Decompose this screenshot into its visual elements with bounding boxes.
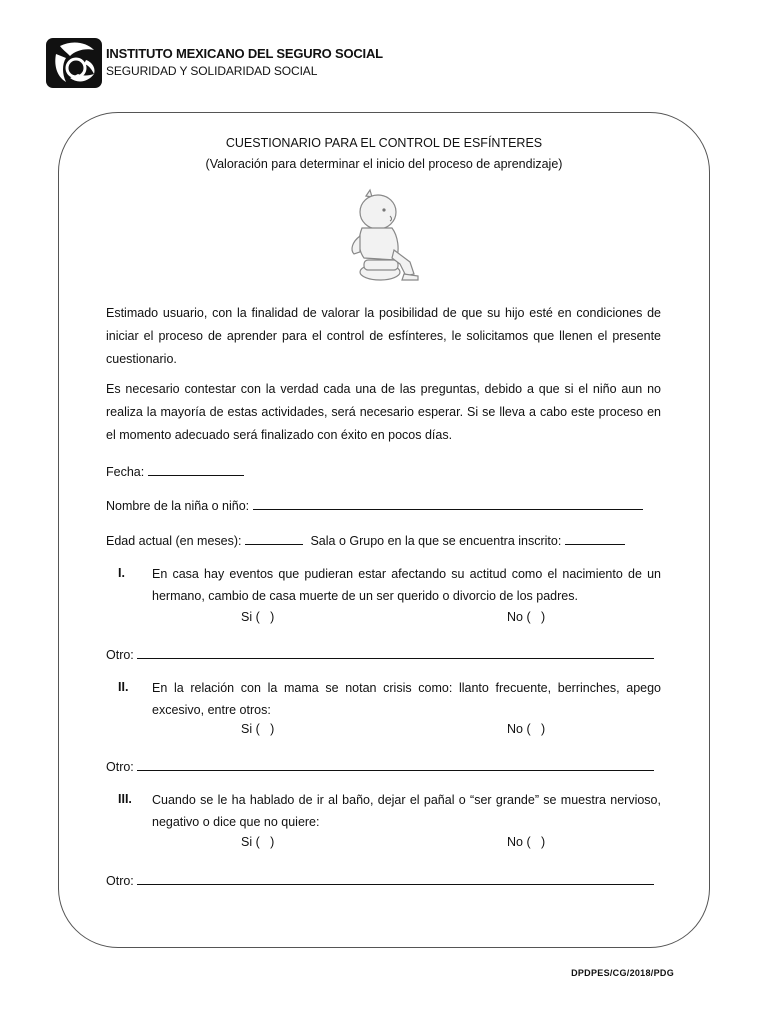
edad-input-line[interactable] [245, 531, 303, 545]
institution-slogan: SEGURIDAD Y SOLIDARIDAD SOCIAL [106, 64, 318, 78]
question-2-otro-input-line[interactable] [137, 757, 654, 771]
nombre-input-line[interactable] [253, 496, 643, 510]
question-3-si-option[interactable]: Si ( ) [241, 835, 275, 849]
question-2-otro-label: Otro: [106, 760, 134, 774]
sala-input-line[interactable] [565, 531, 625, 545]
form-title: CUESTIONARIO PARA EL CONTROL DE ESFÍNTERES [225, 136, 543, 150]
question-3-otro-input-line[interactable] [137, 871, 654, 885]
question-1-si-option[interactable]: Si ( ) [241, 610, 275, 624]
question-1-number: I. [118, 566, 125, 580]
imss-logo-icon [46, 38, 102, 88]
question-1-otro-input-line[interactable] [137, 645, 654, 659]
nombre-label: Nombre de la niña o niño: [106, 499, 250, 513]
fecha-input-line[interactable] [148, 462, 244, 476]
institution-name: INSTITUTO MEXICANO DEL SEGURO SOCIAL [106, 46, 383, 61]
intro-paragraph-2: Es necesario contestar con la verdad cada una de las preguntas, debido a que si el niño aun no realiza la mayoría de estas actividades, será necesario esperar. Si se lleva a cabo este proceso en el momento adecuado será finalizado con éxito en pocos días. [106, 382, 661, 442]
fecha-label: Fecha: [106, 465, 145, 479]
question-3-number: III. [118, 792, 132, 806]
child-on-potty-illustration [344, 188, 424, 288]
document-code: DPDPES/CG/2018/PDG [571, 968, 674, 978]
question-1-otro-label: Otro: [106, 648, 134, 662]
question-3-no-option[interactable]: No ( ) [507, 835, 546, 849]
sala-label: Sala o Grupo en la que se encuentra inscrito: [310, 534, 562, 548]
edad-label: Edad actual (en meses): [106, 534, 242, 548]
question-1-no-option[interactable]: No ( ) [507, 610, 546, 624]
form-subtitle: (Valoración para determinar el inicio del proceso de aprendizaje) [205, 157, 563, 171]
question-2-si-option[interactable]: Si ( ) [241, 722, 275, 736]
question-1-text: En casa hay eventos que pudieran estar afectando su actitud como el nacimiento de un hermano, cambio de casa muerte de un ser querido o divorcio de los padres. [152, 567, 661, 603]
question-3-otro-label: Otro: [106, 874, 134, 888]
question-2-number: II. [118, 680, 129, 694]
question-2-text: En la relación con la mama se notan crisis como: llanto frecuente, berrinches, apego excesivo, entre otros: [152, 681, 661, 717]
question-3-text: Cuando se le ha hablado de ir al baño, dejar el pañal o “ser grande” se muestra nervioso, negativo o dice que no quiere: [152, 793, 661, 829]
question-2-no-option[interactable]: No ( ) [507, 722, 546, 736]
intro-paragraph-1: Estimado usuario, con la finalidad de valorar la posibilidad de que su hijo esté en condiciones de iniciar el proceso de aprender para el control de esfínteres, le solicitamos que llenen el presente cuestionario. [106, 306, 661, 366]
